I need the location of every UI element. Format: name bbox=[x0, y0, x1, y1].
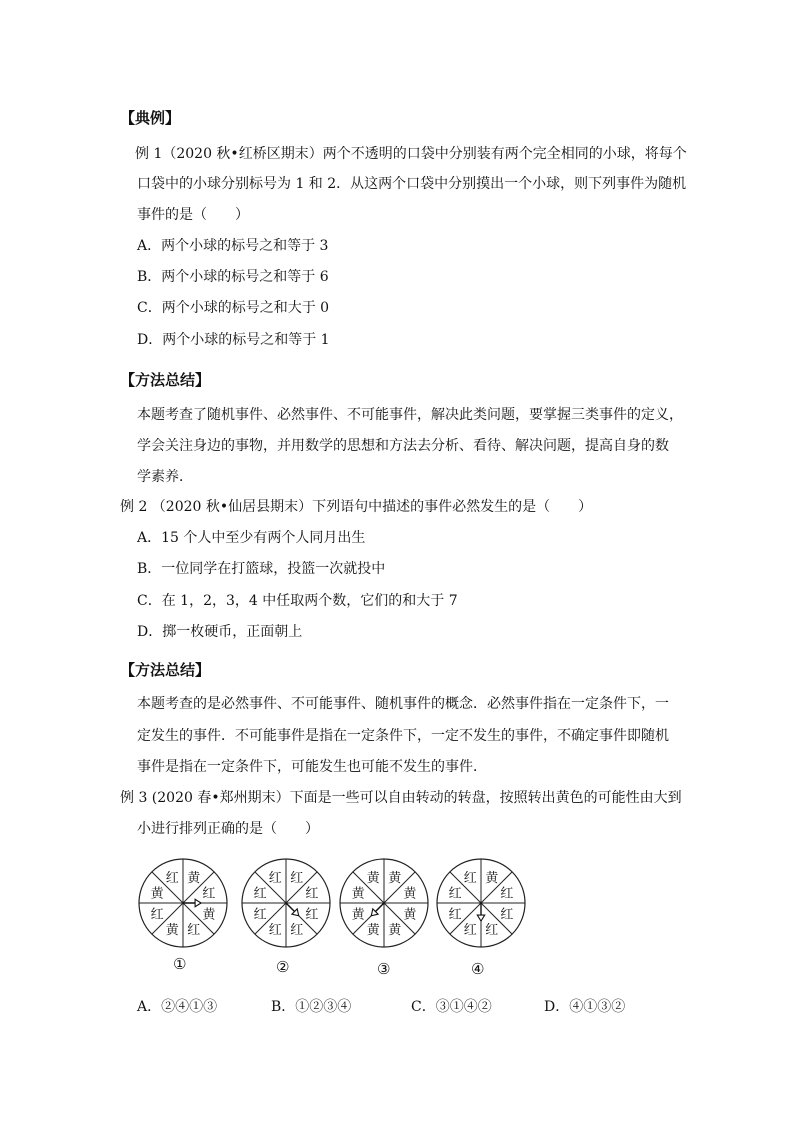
wheel-sector-label: 红 bbox=[463, 871, 477, 887]
wheel-sector-label: 黄 bbox=[165, 922, 179, 938]
wheel-sector-label: 红 bbox=[253, 907, 267, 923]
wheel-sector-label: 黄 bbox=[351, 907, 365, 923]
example2-option: D．掷一枚硬币，正面朝上 bbox=[137, 624, 303, 640]
wheel-sector-label: 红 bbox=[165, 871, 179, 887]
example1-line: 例 1（2020 秋•红桥区期末）两个不透明的口袋中分别装有两个完全相同的小球，将每个 bbox=[135, 146, 687, 162]
summary1-line: 本题考查了随机事件、必然事件、不可能事件，解决此类问题，要掌握三类事件的定义， bbox=[137, 407, 683, 423]
wheel-label: ② bbox=[276, 958, 290, 976]
example3-line: 例 3 (2020 春•郑州期末）下面是一些可以自由转动的转盘，按照转出黄色的可能性由大到 bbox=[120, 790, 682, 806]
example1-line: 事件的是（ ） bbox=[137, 207, 249, 223]
example1-option: C．两个小球的标号之和大于 0 bbox=[137, 300, 330, 316]
example2-option: B．一位同学在打篮球，投篮一次就投中 bbox=[137, 561, 386, 577]
wheel-sector-label: 红 bbox=[448, 907, 462, 923]
example1-option: B．两个小球的标号之和等于 6 bbox=[137, 269, 329, 285]
wheel-sector-label: 红 bbox=[448, 886, 462, 902]
wheel-label: ① bbox=[173, 955, 187, 973]
wheel-pointer-head bbox=[195, 899, 201, 907]
example2-option: A．15 个人中至少有两个人同月出生 bbox=[137, 530, 366, 546]
wheel-sector-label: 黄 bbox=[403, 907, 417, 923]
spinner-wheel-4 bbox=[433, 855, 529, 951]
wheel-sector-label: 红 bbox=[268, 871, 282, 887]
method-summary-heading: 【方法总结】 bbox=[120, 661, 211, 679]
wheel-sector-label: 黄 bbox=[403, 886, 417, 902]
wheel-pointer-head bbox=[477, 915, 485, 921]
summary2-line: 定发生的事件．不可能事件是指在一定条件下，一定不发生的事件，不确定事件即随机 bbox=[137, 728, 669, 744]
summary2-line: 本题考查的是必然事件、不可能事件、随机事件的概念．必然事件指在一定条件下，一 bbox=[137, 696, 669, 712]
wheel-sector-label: 红 bbox=[253, 886, 267, 902]
wheel-sector-label: 红 bbox=[290, 871, 304, 887]
wheel-sector-label: 黄 bbox=[187, 871, 201, 887]
wheel-sector-label: 黄 bbox=[150, 886, 164, 902]
example3-option: C．③①④② bbox=[411, 999, 492, 1015]
wheel-sector-label: 红 bbox=[305, 886, 319, 902]
wheel-sector-label: 红 bbox=[290, 922, 304, 938]
wheel-label: ③ bbox=[377, 960, 391, 978]
wheel-sector-label: 红 bbox=[268, 922, 282, 938]
example3-option: B．①②③④ bbox=[271, 999, 352, 1015]
example1-line: 口袋中的小球分别标号为 1 和 2．从这两个口袋中分别摸出一个小球，则下列事件为随机 bbox=[137, 176, 687, 192]
wheel-sector-label: 黄 bbox=[388, 871, 402, 887]
wheel-sector-label: 黄 bbox=[366, 922, 380, 938]
wheel-sector-label: 黄 bbox=[202, 907, 216, 923]
example2-option: C．在 1，2，3，4 中任取两个数，它们的和大于 7 bbox=[137, 593, 458, 609]
wheel-sector-label: 红 bbox=[202, 886, 216, 902]
spinner-wheel-1 bbox=[135, 855, 231, 951]
wheel-sector-label: 红 bbox=[305, 907, 319, 923]
example1-option: A．两个小球的标号之和等于 3 bbox=[137, 238, 329, 254]
wheel-sector-label: 红 bbox=[500, 907, 514, 923]
spinner-wheel-3 bbox=[336, 855, 432, 951]
wheel-sector-label: 红 bbox=[187, 922, 201, 938]
summary1-line: 学素养． bbox=[137, 469, 193, 485]
summary1-line: 学会关注身边的事物，并用数学的思想和方法去分析、看待、解决问题，提高自身的数 bbox=[137, 438, 669, 454]
wheel-sector-label: 黄 bbox=[485, 871, 499, 887]
example3-option: D．④①③② bbox=[544, 999, 626, 1015]
example3-line: 小进行排列正确的是（ ） bbox=[137, 821, 319, 837]
wheel-sector-label: 红 bbox=[500, 886, 514, 902]
wheel-sector-label: 黄 bbox=[351, 886, 365, 902]
method-summary-heading: 【方法总结】 bbox=[120, 371, 211, 389]
example2-line: 例 2 （2020 秋•仙居县期末）下列语句中描述的事件必然发生的是（ ） bbox=[120, 499, 593, 515]
summary2-line: 事件是指在一定条件下，可能发生也可能不发生的事件． bbox=[137, 759, 487, 775]
wheel-sector-label: 黄 bbox=[388, 922, 402, 938]
typical-heading: 【典例】 bbox=[120, 109, 181, 127]
spinner-wheel-2 bbox=[238, 855, 334, 951]
wheel-sector-label: 红 bbox=[485, 922, 499, 938]
wheel-sector-label: 红 bbox=[463, 922, 477, 938]
wheel-sector-label: 红 bbox=[150, 907, 164, 923]
example1-option: D．两个小球的标号之和等于 1 bbox=[137, 332, 330, 348]
wheel-sector-label: 黄 bbox=[366, 871, 380, 887]
example3-option: A．②④①③ bbox=[137, 999, 218, 1015]
wheel-label: ④ bbox=[471, 960, 485, 978]
